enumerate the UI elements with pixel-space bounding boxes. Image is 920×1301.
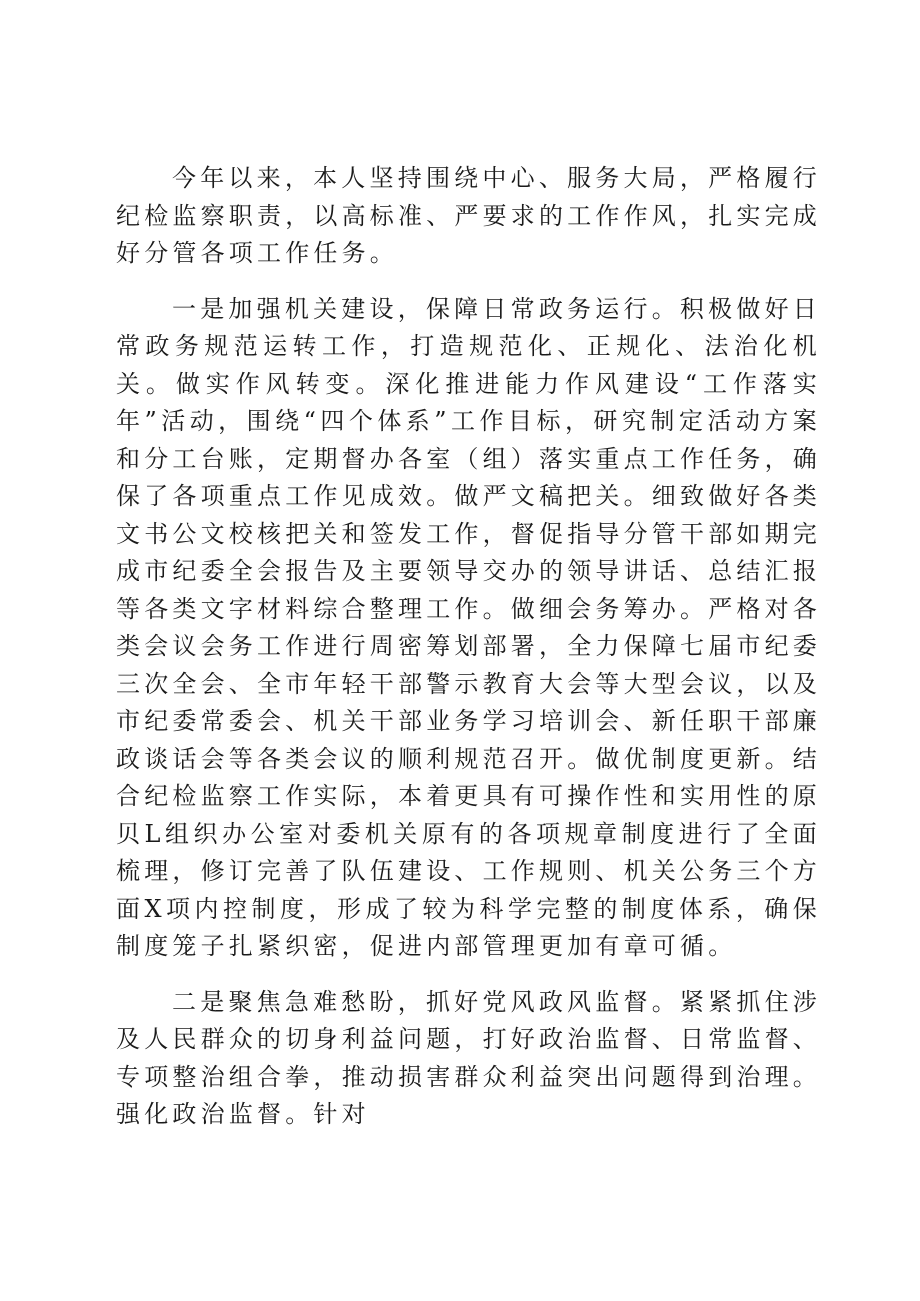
document-body bbox=[116, 160, 821, 1134]
paragraph-section-one: 一是加强机关建设，保障日常政务运行。积极做好日常政务规范运转工作，打造规范化、正规化、法治化机关。做实作风转变。深化推进能力作风建设“工作落实年”活动，围绕“四个体系”工作目标，研究制定活动方案和分工台账，定期督办各室（组）落实重点工作任务，确保了各项重点工作见成效。做严文稿把关。细致做好各类文书公文校核把关和签发工作，督促指导分管干部如期完成市纪委全会报告及主要领导交办的领导讲话、总结汇报等各类文字材料综合整理工作。做细会务筹办。严格对各类会议会务工作进行周密筹划部署，全力保障七届市纪委三次全会、全市年轻干部警示教育大会等大型会议，以及市纪委常委会、机关干部业务学习培训会、新任职干部廉政谈话会等各类会议的顺利规范召开。做优制度更新。结合纪检监察工作实际，本着更具有可操作性和实用性的原贝L组织办公室对委机关原有的各项规章制度进行了全面梳理，修订完善了队伍建设、工作规则、机关公务三个方面X项内控制度，形成了较为科学完整的制度体系，确保制度笼子扎紧织密，促进内部管理更加有章可循。 bbox=[116, 294, 821, 960]
paragraph-intro: 今年以来，本人坚持围绕中心、服务大局，严格履行纪检监察职责，以高标准、严要求的工作作风，扎实完成好分管各项工作任务。 bbox=[116, 164, 821, 267]
paragraph-section-two: 二是聚焦急难愁盼，抓好党风政风监督。紧紧抓住涉及人民群众的切身利益问题，打好政治监督、日常监督、专项整治组合拳，推动损害群众利益突出问题得到治理。强化政治监督。针对 bbox=[116, 987, 821, 1128]
